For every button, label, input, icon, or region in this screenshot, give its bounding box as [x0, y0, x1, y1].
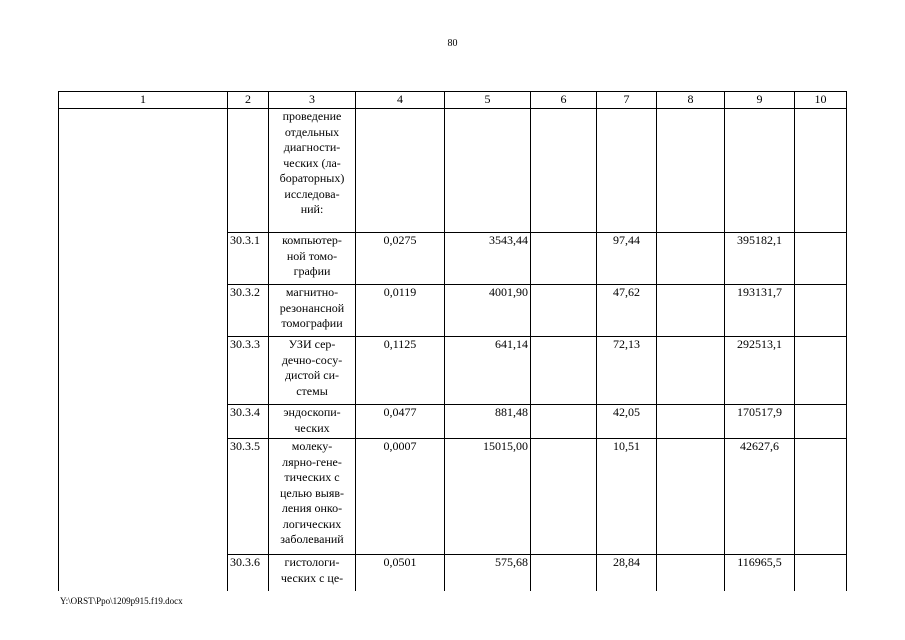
- value-col8: [657, 285, 725, 337]
- row-name: [269, 555, 356, 591]
- row-name: [269, 285, 356, 337]
- value-col9: 193131,7: [725, 285, 795, 337]
- value-col7: 47,62: [597, 285, 657, 337]
- value-col5: 881,48: [445, 405, 531, 439]
- value-col10: [795, 405, 847, 439]
- value-col4: 0,0501: [356, 555, 445, 591]
- value-col6: [531, 439, 597, 555]
- row-name-line: ной томо-: [286, 248, 338, 263]
- value-col8: [657, 439, 725, 555]
- value-col9: 42627,6: [725, 439, 795, 555]
- value-col4: 0,0477: [356, 405, 445, 439]
- value-cell: [445, 109, 531, 233]
- value-cell: [657, 109, 725, 233]
- value-col4: 0,1125: [356, 337, 445, 405]
- intro-text-line: отдельных: [284, 124, 340, 139]
- intro-text-line: бораторных): [279, 171, 345, 185]
- value-col5: 575,68: [445, 555, 531, 591]
- row-name-line: магнитно-: [285, 285, 339, 299]
- value-col6: [531, 337, 597, 405]
- value-col6: [531, 405, 597, 439]
- value-col6: [531, 233, 597, 285]
- value-col4: 0,0007: [356, 439, 445, 555]
- row-name-line: ления онко-: [281, 501, 343, 515]
- value-col8: [657, 337, 725, 405]
- header-cell: 1: [59, 92, 228, 109]
- col1-cell: [59, 109, 228, 591]
- value-col7: 28,84: [597, 555, 657, 591]
- footer-file-path: Y:\ORST\Ppo\1209p915.f19.docx: [60, 596, 183, 606]
- row-code: 30.3.5: [228, 439, 269, 555]
- header-cell: 6: [531, 92, 597, 109]
- value-col8: [657, 405, 725, 439]
- page-number: 80: [447, 38, 458, 49]
- intro-row: [59, 109, 847, 233]
- intro-text-line: диагности-: [283, 140, 341, 154]
- row-code: 30.3.4: [228, 405, 269, 439]
- row-code: 30.3.2: [228, 285, 269, 337]
- value-col10: [795, 233, 847, 285]
- header-cell: 5: [445, 92, 531, 109]
- row-name-line: лярно-гене-: [282, 454, 342, 469]
- value-col4: 0,0275: [356, 233, 445, 285]
- row-name-line: дистой си-: [284, 368, 340, 382]
- intro-text-line: проведение: [282, 109, 342, 123]
- row-name-line: дечно-сосу-: [281, 352, 343, 367]
- row-name-line: логических: [282, 516, 342, 531]
- row-name-line: стемы: [296, 383, 328, 398]
- intro-text-line: исследова-: [284, 186, 340, 201]
- value-col6: [531, 285, 597, 337]
- value-col10: [795, 285, 847, 337]
- value-cell: [531, 109, 597, 233]
- value-col9: 170517,9: [725, 405, 795, 439]
- value-col4: 0,0119: [356, 285, 445, 337]
- value-col7: 42,05: [597, 405, 657, 439]
- row-code: 30.3.1: [228, 233, 269, 285]
- value-col7: 97,44: [597, 233, 657, 285]
- row-code: 30.3.6: [228, 555, 269, 591]
- value-col5: 15015,00: [445, 439, 531, 555]
- row-name-line: целью выяв-: [279, 485, 345, 500]
- row-name: [269, 233, 356, 285]
- value-col10: [795, 337, 847, 405]
- value-col10: [795, 555, 847, 591]
- value-cell: [795, 109, 847, 233]
- value-col5: 3543,44: [445, 233, 531, 285]
- value-cell: [597, 109, 657, 233]
- row-name: [269, 337, 356, 405]
- intro-text: [269, 109, 356, 233]
- header-cell: 4: [356, 92, 445, 109]
- row-name-line: тических с: [284, 470, 340, 484]
- value-cell: [356, 109, 445, 233]
- value-col10: [795, 439, 847, 555]
- row-name: [269, 405, 356, 439]
- code-cell: [228, 109, 269, 233]
- data-table: [58, 91, 847, 591]
- row-code: 30.3.3: [228, 337, 269, 405]
- value-col7: 72,13: [597, 337, 657, 405]
- header-row: [59, 92, 847, 109]
- value-col5: 4001,90: [445, 285, 531, 337]
- value-col5: 641,14: [445, 337, 531, 405]
- value-col7: 10,51: [597, 439, 657, 555]
- header-cell: 2: [228, 92, 269, 109]
- row-name-line: заболеваний: [280, 532, 344, 546]
- row-name-line: компьютер-: [282, 233, 342, 247]
- intro-text-line: ческих (ла-: [283, 155, 341, 170]
- value-col6: [531, 555, 597, 591]
- value-col8: [657, 555, 725, 591]
- row-name-line: резонансной: [279, 300, 345, 315]
- row-name-line: УЗИ сер-: [288, 337, 336, 351]
- row-name-line: молеку-: [291, 439, 333, 453]
- value-col9: 116965,5: [725, 555, 795, 591]
- value-cell: [725, 109, 795, 233]
- row-name-line: графии: [293, 264, 331, 278]
- header-cell: 9: [725, 92, 795, 109]
- row-name-line: гистологи-: [284, 555, 340, 569]
- header-cell: 3: [269, 92, 356, 109]
- header-cell: 7: [597, 92, 657, 109]
- row-name-line: эндоскопи-: [283, 405, 341, 419]
- intro-text-line: ний:: [300, 202, 324, 216]
- value-col9: 395182,1: [725, 233, 795, 285]
- value-col8: [657, 233, 725, 285]
- value-col9: 292513,1: [725, 337, 795, 405]
- row-name-line: томографии: [281, 316, 343, 330]
- header-cell: 10: [795, 92, 847, 109]
- row-name-line: ческих с це-: [280, 570, 344, 585]
- row-name-line: ческих: [294, 420, 330, 435]
- header-cell: 8: [657, 92, 725, 109]
- row-name: [269, 439, 356, 555]
